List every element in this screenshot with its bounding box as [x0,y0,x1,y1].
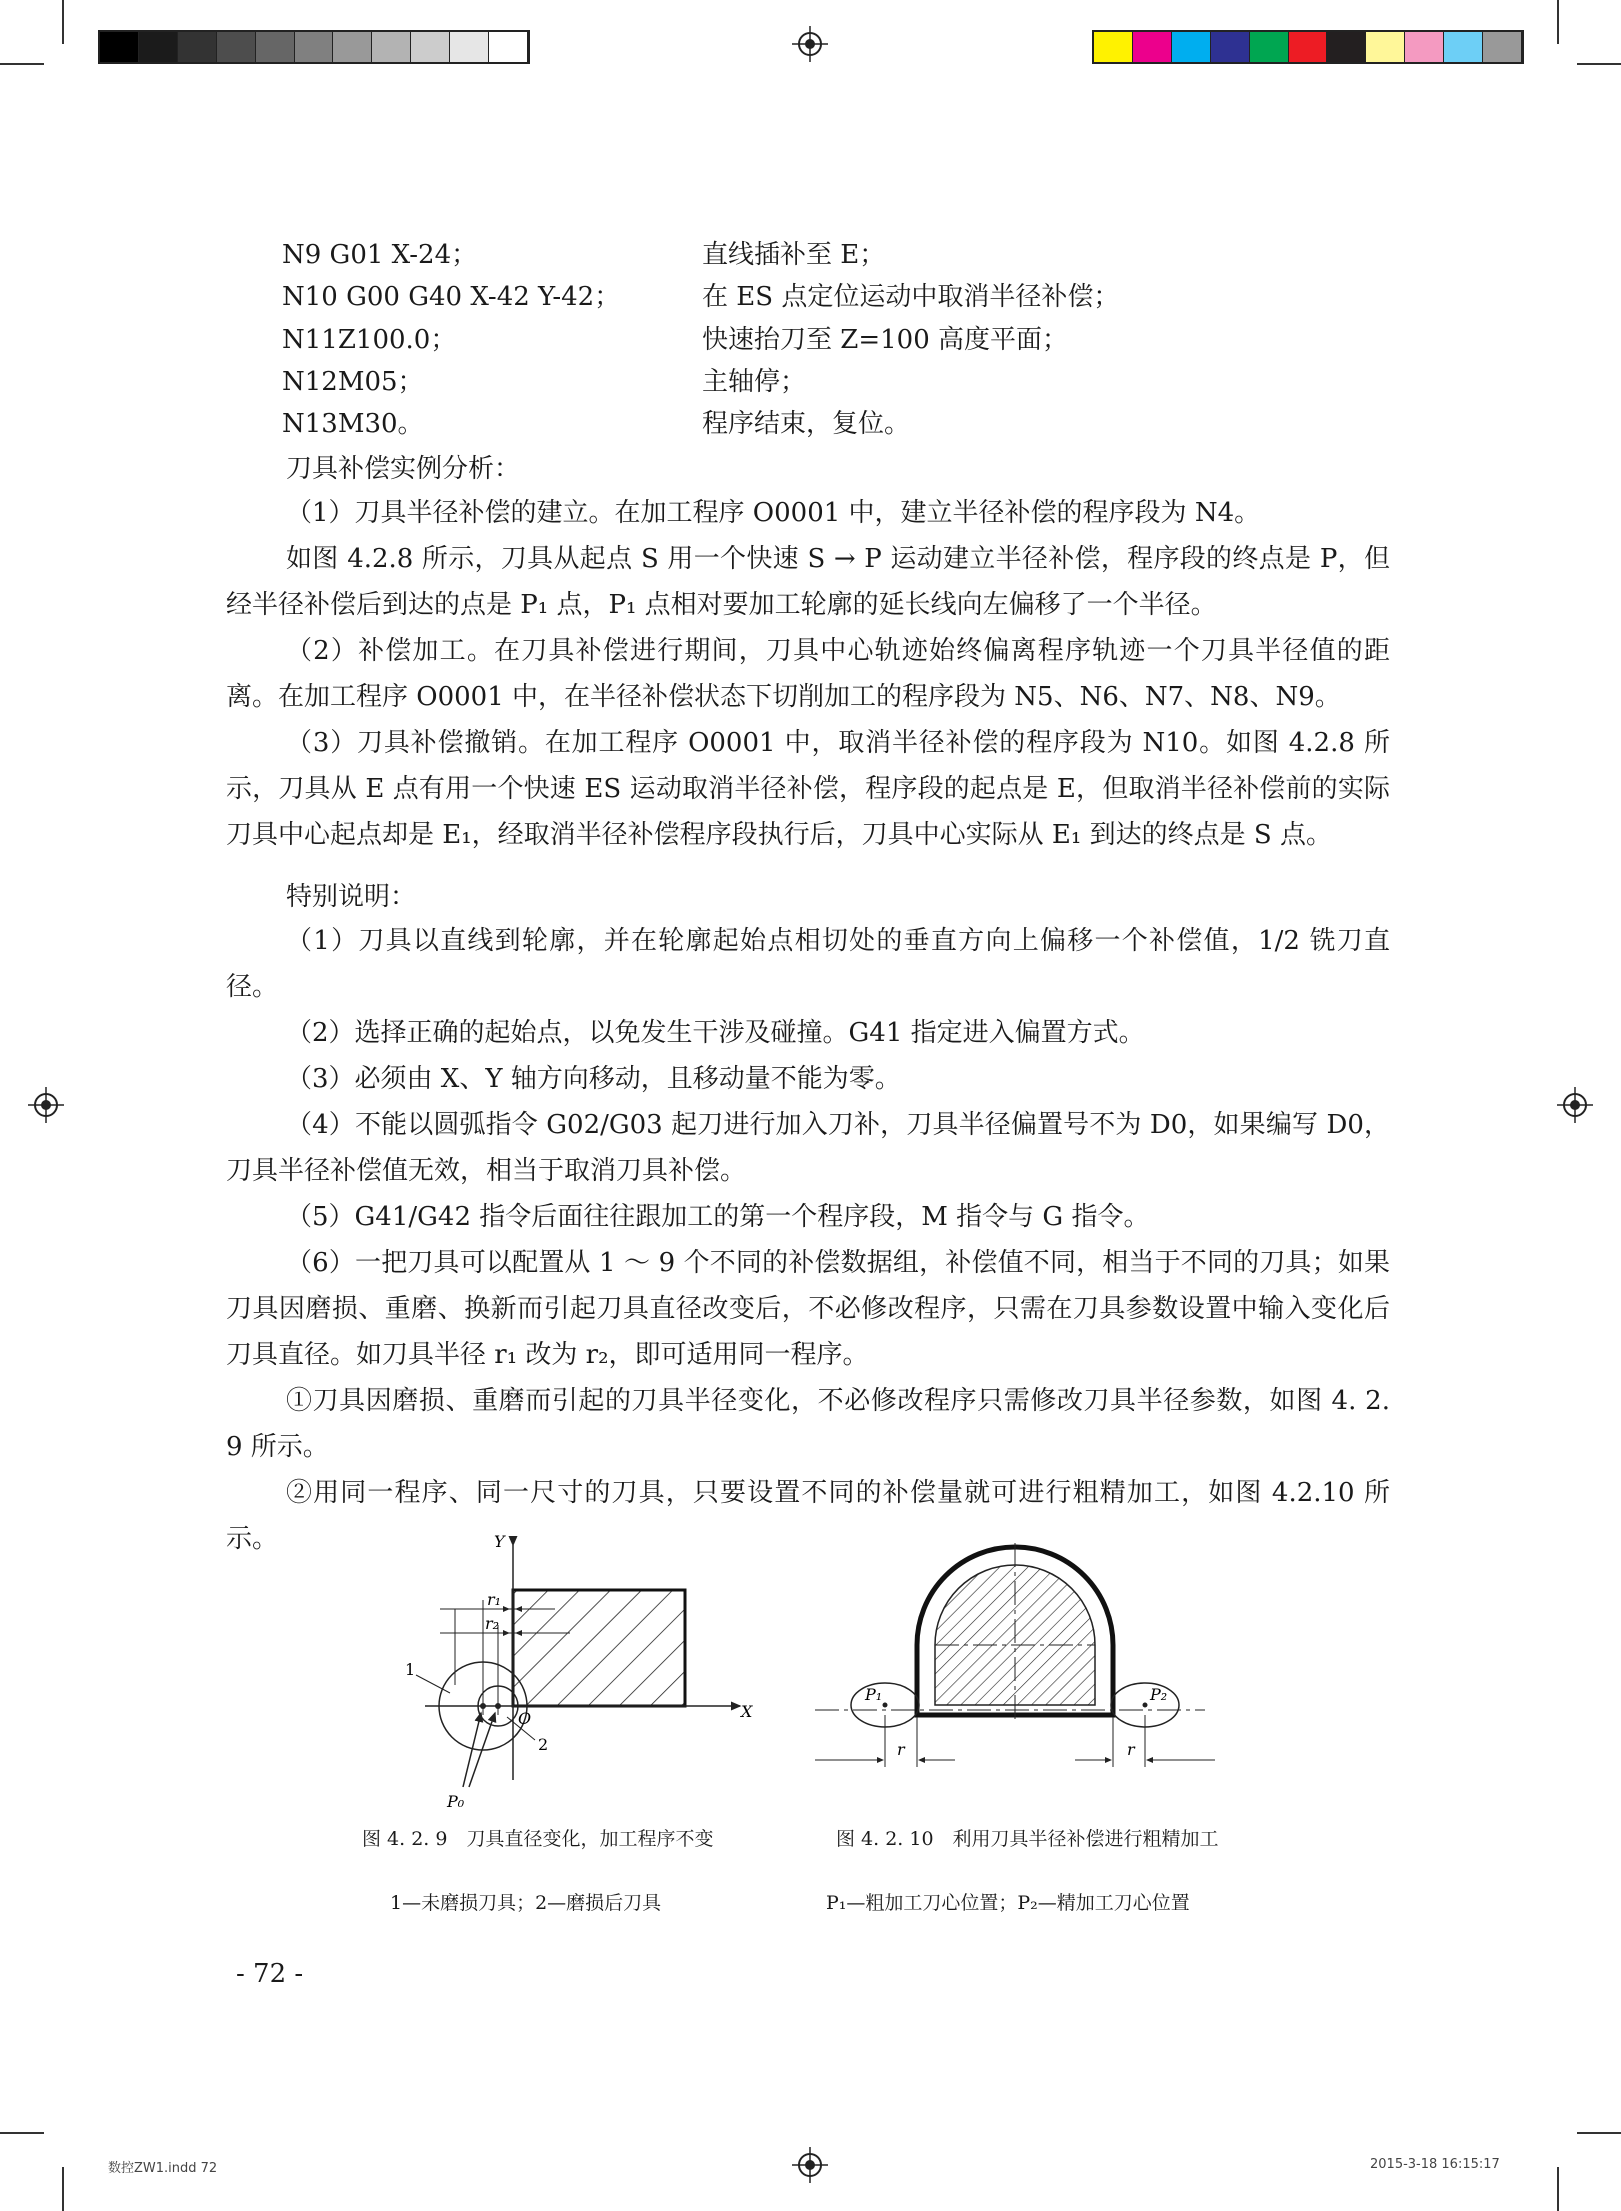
color-swatch [1327,32,1366,62]
note-item: （1）刀具以直线到轮廓，并在轮廓起始点相切处的垂直方向上偏移一个补偿值，1/2 铣刀直径。 [226,926,1390,1002]
note-item: （6）一把刀具可以配置从 1 ～ 9 个不同的补偿数据组，补偿值不同，相当于不同的刀具；如果刀具因磨损、重磨、换新而引起刀具直径改变后，不必修改程序，只需在刀具参数设置中输入变化后刀具直径。如刀具半径 r₁ 改为 r₂，即可适用同一程序。 [226,1248,1390,1370]
code-comment: 快速抬刀至 Z=100 高度平面； [702,325,1069,355]
cmyk-color-bar [1092,30,1524,64]
note-item: （4）不能以圆弧指令 G02/G03 起刀进行加入刀补，刀具半径偏置号不为 D0，如果编写 D0，刀具半径补偿值无效，相当于取消刀具补偿。 [226,1110,1390,1186]
color-swatch [295,32,334,62]
crop-mark [1557,0,1559,44]
color-swatch [139,32,178,62]
svg-text:1: 1 [405,1660,416,1679]
crop-mark [62,0,64,44]
paragraph: （1）刀具半径补偿的建立。在加工程序 O0001 中，建立半径补偿的程序段为 N4。 [286,498,1261,528]
color-swatch [450,32,489,62]
color-swatch [489,32,528,62]
svg-text:P₂: P₂ [1150,1685,1168,1704]
svg-text:P₀: P₀ [447,1792,465,1811]
color-swatch [100,32,139,62]
color-swatch [256,32,295,62]
svg-text:r₂: r₂ [485,1614,500,1633]
section-heading-special: 特别说明： [286,882,417,912]
code-line: N11Z100.0； [282,325,457,355]
code-line: N12M05； [282,367,424,397]
crop-mark [1577,2132,1621,2134]
code-comment: 直线插补至 E； [702,240,886,270]
code-line: N13M30。 [282,409,424,439]
gray-color-bar [98,30,530,64]
svg-text:r₁: r₁ [487,1590,502,1609]
color-swatch [1483,32,1522,62]
code-comment: 主轴停； [702,367,807,397]
crop-mark [1557,2167,1559,2211]
color-swatch [1250,32,1289,62]
section-heading-analysis: 刀具补偿实例分析： [286,454,521,484]
code-comment: 在 ES 点定位运动中取消半径补偿； [702,282,1120,312]
crop-mark [1577,63,1621,65]
color-swatch [178,32,217,62]
crop-mark [0,2132,44,2134]
registration-mark-icon [28,1087,64,1123]
color-swatch [1172,32,1211,62]
color-swatch [1289,32,1328,62]
figure-4-2-10-diagram [805,1535,1225,1785]
footer-timestamp: 2015-3-18 16:15:17 [1370,2157,1500,2172]
color-swatch [411,32,450,62]
figure-4-2-9-legend: 1—未磨损刀具；2—磨损后刀具 [390,1892,662,1914]
note-item: （5）G41/G42 指令后面往往跟加工的第一个程序段，M 指令与 G 指令。 [286,1202,1150,1232]
footer-file-info: 数控ZW1.indd 72 [108,2161,218,2176]
paragraph: （2）补偿加工。在刀具补偿进行期间，刀具中心轨迹始终偏离程序轨迹一个刀具半径值的距离。在加工程序 O0001 中，在半径补偿状态下切削加工的程序段为 N5、N6、N7、N8、N9。 [226,636,1390,712]
paragraph: 如图 4.2.8 所示，刀具从起点 S 用一个快速 S → P 运动建立半径补偿，程序段的终点是 P，但经半径补偿后到达的点是 P₁ 点，P₁ 点相对要加工轮廓的延长线向左偏移了一个半径。 [226,544,1390,620]
note-item: （2）选择正确的起始点，以免发生干涉及碰撞。G41 指定进入偏置方式。 [286,1018,1145,1048]
color-swatch [1211,32,1250,62]
svg-text:O: O [518,1709,532,1728]
workpiece-rectangle [513,1590,685,1706]
svg-text:r: r [1127,1740,1135,1759]
color-swatch [1094,32,1133,62]
figure-4-2-10-caption: 图 4. 2. 10 利用刀具半径补偿进行粗精加工 [836,1828,1219,1850]
svg-text:P₁: P₁ [865,1685,883,1704]
color-swatch [217,32,256,62]
page-number: - 72 - [236,1959,304,1989]
paragraph: （3）刀具补偿撤销。在加工程序 O0001 中，取消半径补偿的程序段为 N10。如图 4.2.8 所示，刀具从 E 点有用一个快速 ES 运动取消半径补偿，程序段的起点是 E，但取消半径补偿前的实际刀具中心起点却是 E₁，经取消半径补偿程序段执行后，刀具中心实际从 E₁ 到达的终点是 S 点。 [226,728,1390,850]
svg-text:r: r [897,1740,905,1759]
color-swatch [372,32,411,62]
registration-mark-icon [792,26,828,62]
crop-mark [0,63,44,65]
color-swatch [333,32,372,62]
note-item: （3）必须由 X、Y 轴方向移动，且移动量不能为零。 [286,1064,901,1094]
color-swatch [1405,32,1444,62]
figure-4-2-9-diagram [395,1525,780,1825]
note-item: ②用同一程序、同一尺寸的刀具，只要设置不同的补偿量就可进行粗精加工，如图 4.2.10 所示。 [226,1478,1390,1554]
color-swatch [1133,32,1172,62]
crop-mark [62,2167,64,2211]
color-swatch [1366,32,1405,62]
registration-mark-icon [792,2147,828,2183]
figure-4-2-10-legend: P₁—粗加工刀心位置；P₂—精加工刀心位置 [826,1892,1190,1914]
registration-mark-icon [1557,1087,1593,1123]
color-swatch [1444,32,1483,62]
code-comment: 程序结束，复位。 [702,409,911,439]
note-item: ①刀具因磨损、重磨而引起的刀具半径变化，不必修改程序只需修改刀具半径参数，如图 4. 2. 9 所示。 [226,1386,1390,1462]
svg-text:2: 2 [538,1735,549,1754]
code-line: N10 G00 G40 X-42 Y-42； [282,282,621,312]
svg-text:Y: Y [494,1532,505,1551]
figure-4-2-9-caption: 图 4. 2. 9 刀具直径变化，加工程序不变 [362,1828,714,1850]
svg-text:X: X [741,1702,753,1721]
code-line: N9 G01 X-24； [282,240,478,270]
